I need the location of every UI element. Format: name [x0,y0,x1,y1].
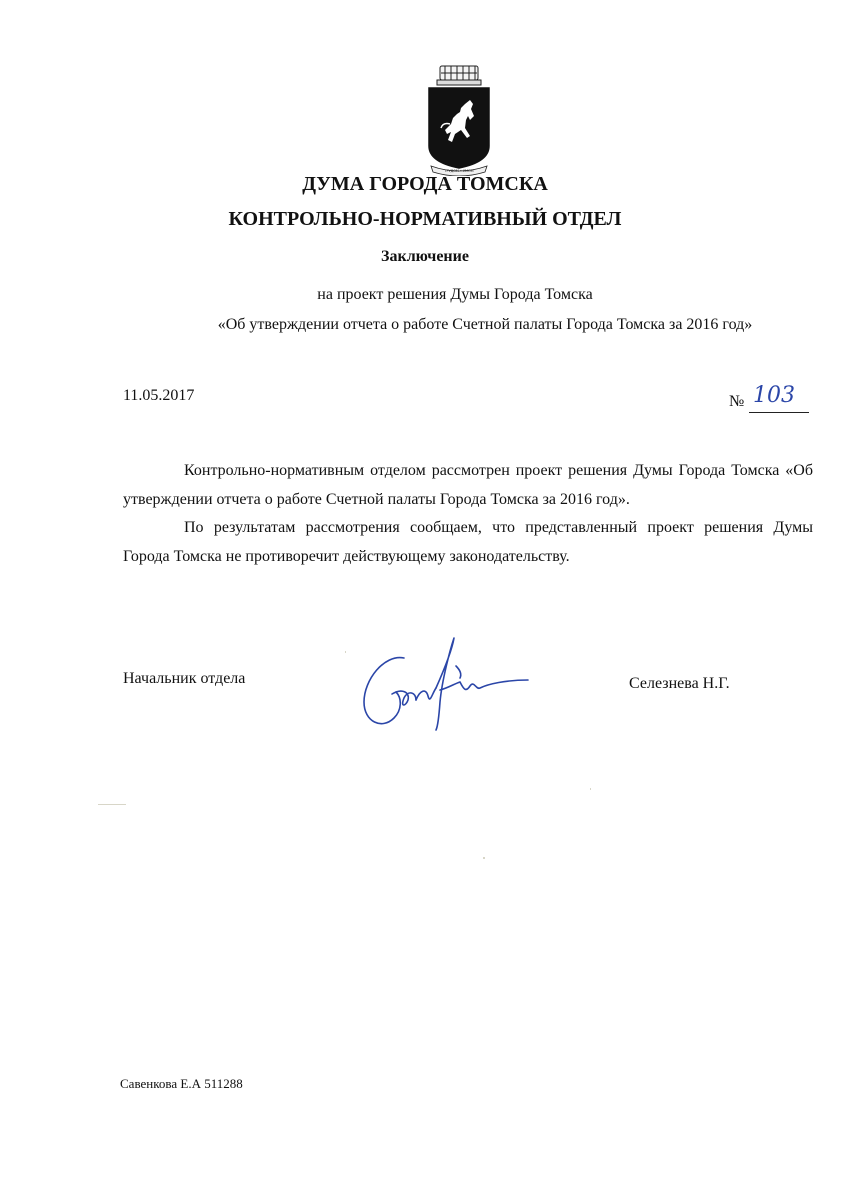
scan-speck [98,804,126,805]
signatory-position: Начальник отдела [123,670,246,687]
body-paragraph-1: Контрольно-нормативным отделом рассмотрен проект решения Думы Города Томска «Об утверждении отчета о работе Счетной палаты Города Томска за 2016 год». [123,462,813,508]
body-paragraph-2: По результатам рассмотрения сообщаем, что представленный проект решения Думы Города Томска не противоречит действующему законодательству. [123,519,813,565]
subject-line-2: «Об утверждении отчета о работе Счетной палаты Города Томска за 2016 год» [217,316,753,333]
scan-speck [590,788,591,790]
document-type: Заключение [381,248,469,265]
document-number-underline [749,412,809,413]
subject-line-1: на проект решения Думы Города Томска [317,286,593,303]
handwritten-signature [356,630,538,734]
signatory-name: Селезнева Н.Г. [629,675,730,692]
document-number-value: 103 [753,383,795,408]
executor-contact: Савенкова Е.А 511288 [120,1076,243,1091]
document-date: 11.05.2017 [123,387,195,404]
department-title: КОНТРОЛЬНО-НОРМАТИВНЫЙ ОТДЕЛ [228,208,622,230]
scan-speck [345,651,346,653]
scan-speck [483,857,485,859]
emblem-motto: ТРУДОМ • УМОМ [444,169,474,173]
document-number-handwritten [752,379,796,409]
document-number-label: № [729,393,745,410]
organization-title: ДУМА ГОРОДА ТОМСКА [302,173,548,195]
tomsk-coat-of-arms-icon [421,64,497,176]
